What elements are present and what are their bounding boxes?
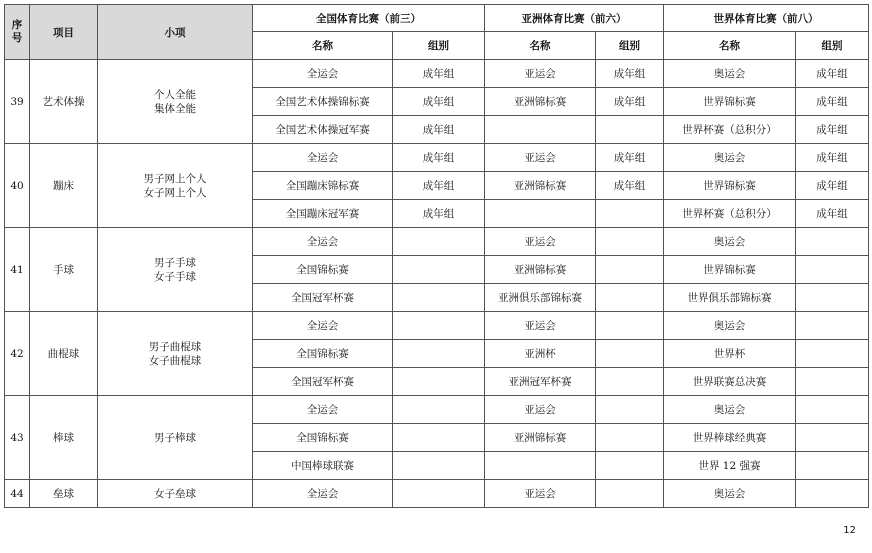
- table-row: [5, 480, 869, 508]
- world-name-cell: 世界棒球经典赛: [664, 424, 796, 452]
- seq-cell: 43: [5, 396, 30, 480]
- asian-name-cell: 亚运会: [485, 144, 596, 172]
- world-group-cell: [796, 340, 869, 368]
- asian-group-cell: [596, 396, 664, 424]
- header-subitem: 小项: [98, 5, 253, 60]
- header-world: 世界体育比赛（前八）: [664, 5, 869, 32]
- subitem-cell: 男子手球 女子手球: [98, 228, 253, 312]
- national-group-cell: [393, 480, 485, 508]
- asian-name-cell: 亚洲俱乐部锦标赛: [485, 284, 596, 312]
- header-national-name: 名称: [253, 32, 393, 60]
- world-name-cell: 奥运会: [664, 228, 796, 256]
- national-group-cell: [393, 452, 485, 480]
- world-group-cell: 成年组: [796, 172, 869, 200]
- item-cell: 艺术体操: [30, 60, 98, 144]
- table-row: [5, 144, 869, 172]
- national-name-cell: 中国棒球联赛: [253, 452, 393, 480]
- national-group-cell: 成年组: [393, 200, 485, 228]
- world-name-cell: 世界杯赛（总积分）: [664, 200, 796, 228]
- world-group-cell: [796, 284, 869, 312]
- national-group-cell: [393, 312, 485, 340]
- world-name-cell: 世界锦标赛: [664, 172, 796, 200]
- asian-group-cell: [596, 480, 664, 508]
- world-group-cell: 成年组: [796, 116, 869, 144]
- asian-group-cell: [596, 424, 664, 452]
- world-group-cell: 成年组: [796, 200, 869, 228]
- asian-name-cell: 亚洲锦标赛: [485, 88, 596, 116]
- world-name-cell: 世界联赛总决赛: [664, 368, 796, 396]
- national-group-cell: [393, 256, 485, 284]
- world-group-cell: [796, 312, 869, 340]
- asian-name-cell: 亚洲锦标赛: [485, 172, 596, 200]
- world-name-cell: 世界杯赛（总积分）: [664, 116, 796, 144]
- national-group-cell: [393, 396, 485, 424]
- national-group-cell: 成年组: [393, 116, 485, 144]
- asian-group-cell: [596, 368, 664, 396]
- asian-group-cell: 成年组: [596, 144, 664, 172]
- asian-name-cell: 亚运会: [485, 60, 596, 88]
- world-name-cell: 奥运会: [664, 312, 796, 340]
- world-name-cell: 奥运会: [664, 480, 796, 508]
- header-national: 全国体育比赛（前三）: [253, 5, 485, 32]
- national-name-cell: 全国冠军杯赛: [253, 368, 393, 396]
- asian-group-cell: [596, 116, 664, 144]
- national-name-cell: 全运会: [253, 228, 393, 256]
- seq-cell: 39: [5, 60, 30, 144]
- asian-group-cell: 成年组: [596, 88, 664, 116]
- world-name-cell: 世界锦标赛: [664, 88, 796, 116]
- national-group-cell: [393, 228, 485, 256]
- world-group-cell: [796, 480, 869, 508]
- table-body: [5, 60, 869, 508]
- national-group-cell: [393, 284, 485, 312]
- world-group-cell: 成年组: [796, 88, 869, 116]
- national-name-cell: 全国锦标赛: [253, 256, 393, 284]
- national-group-cell: 成年组: [393, 60, 485, 88]
- subitem-cell: 男子棒球: [98, 396, 253, 480]
- asian-group-cell: 成年组: [596, 172, 664, 200]
- world-name-cell: 奥运会: [664, 396, 796, 424]
- asian-name-cell: 亚运会: [485, 312, 596, 340]
- national-group-cell: [393, 424, 485, 452]
- subitem-cell: 男子网上个人 女子网上个人: [98, 144, 253, 228]
- national-name-cell: 全国蹦床冠军赛: [253, 200, 393, 228]
- competition-table: [4, 4, 869, 508]
- world-group-cell: [796, 452, 869, 480]
- table-row: [5, 396, 869, 424]
- world-group-cell: [796, 396, 869, 424]
- national-name-cell: 全国冠军杯赛: [253, 284, 393, 312]
- header-asian-name: 名称: [485, 32, 596, 60]
- header-world-group: 组别: [796, 32, 869, 60]
- world-name-cell: 世界杯: [664, 340, 796, 368]
- seq-cell: 40: [5, 144, 30, 228]
- seq-cell: 41: [5, 228, 30, 312]
- page-number: 12: [843, 525, 856, 536]
- national-group-cell: [393, 368, 485, 396]
- seq-cell: 42: [5, 312, 30, 396]
- national-group-cell: 成年组: [393, 144, 485, 172]
- national-name-cell: 全国蹦床锦标赛: [253, 172, 393, 200]
- asian-name-cell: 亚运会: [485, 396, 596, 424]
- asian-name-cell: [485, 452, 596, 480]
- asian-group-cell: [596, 340, 664, 368]
- asian-name-cell: 亚洲冠军杯赛: [485, 368, 596, 396]
- national-name-cell: 全国锦标赛: [253, 340, 393, 368]
- world-name-cell: 奥运会: [664, 60, 796, 88]
- subitem-cell: 个人全能 集体全能: [98, 60, 253, 144]
- asian-name-cell: 亚洲杯: [485, 340, 596, 368]
- national-name-cell: 全运会: [253, 144, 393, 172]
- seq-cell: 44: [5, 480, 30, 508]
- national-name-cell: 全国艺术体操冠军赛: [253, 116, 393, 144]
- asian-group-cell: 成年组: [596, 60, 664, 88]
- header-item: 项目: [30, 5, 98, 60]
- national-name-cell: 全运会: [253, 396, 393, 424]
- world-name-cell: 奥运会: [664, 144, 796, 172]
- header-asian: 亚洲体育比赛（前六）: [485, 5, 664, 32]
- national-group-cell: 成年组: [393, 172, 485, 200]
- table-row: [5, 60, 869, 88]
- asian-name-cell: 亚运会: [485, 228, 596, 256]
- asian-group-cell: [596, 256, 664, 284]
- world-group-cell: 成年组: [796, 60, 869, 88]
- national-group-cell: 成年组: [393, 88, 485, 116]
- national-group-cell: [393, 340, 485, 368]
- world-group-cell: [796, 228, 869, 256]
- asian-name-cell: [485, 116, 596, 144]
- item-cell: 棒球: [30, 396, 98, 480]
- asian-group-cell: [596, 312, 664, 340]
- asian-name-cell: 亚洲锦标赛: [485, 256, 596, 284]
- item-cell: 曲棍球: [30, 312, 98, 396]
- national-name-cell: 全国锦标赛: [253, 424, 393, 452]
- world-group-cell: 成年组: [796, 144, 869, 172]
- header-seq: 序号: [5, 5, 30, 60]
- item-cell: 手球: [30, 228, 98, 312]
- national-name-cell: 全运会: [253, 60, 393, 88]
- world-group-cell: [796, 256, 869, 284]
- header-asian-group: 组别: [596, 32, 664, 60]
- asian-group-cell: [596, 284, 664, 312]
- asian-name-cell: [485, 200, 596, 228]
- table-row: [5, 312, 869, 340]
- item-cell: 垒球: [30, 480, 98, 508]
- asian-name-cell: 亚运会: [485, 480, 596, 508]
- subitem-cell: 男子曲棍球 女子曲棍球: [98, 312, 253, 396]
- world-name-cell: 世界俱乐部锦标赛: [664, 284, 796, 312]
- world-name-cell: 世界 12 强赛: [664, 452, 796, 480]
- national-name-cell: 全国艺术体操锦标赛: [253, 88, 393, 116]
- asian-group-cell: [596, 228, 664, 256]
- asian-name-cell: 亚洲锦标赛: [485, 424, 596, 452]
- header-world-name: 名称: [664, 32, 796, 60]
- table-row: [5, 228, 869, 256]
- national-name-cell: 全运会: [253, 480, 393, 508]
- world-group-cell: [796, 368, 869, 396]
- item-cell: 蹦床: [30, 144, 98, 228]
- world-name-cell: 世界锦标赛: [664, 256, 796, 284]
- asian-group-cell: [596, 452, 664, 480]
- asian-group-cell: [596, 200, 664, 228]
- subitem-cell: 女子垒球: [98, 480, 253, 508]
- world-group-cell: [796, 424, 869, 452]
- header-national-group: 组别: [393, 32, 485, 60]
- national-name-cell: 全运会: [253, 312, 393, 340]
